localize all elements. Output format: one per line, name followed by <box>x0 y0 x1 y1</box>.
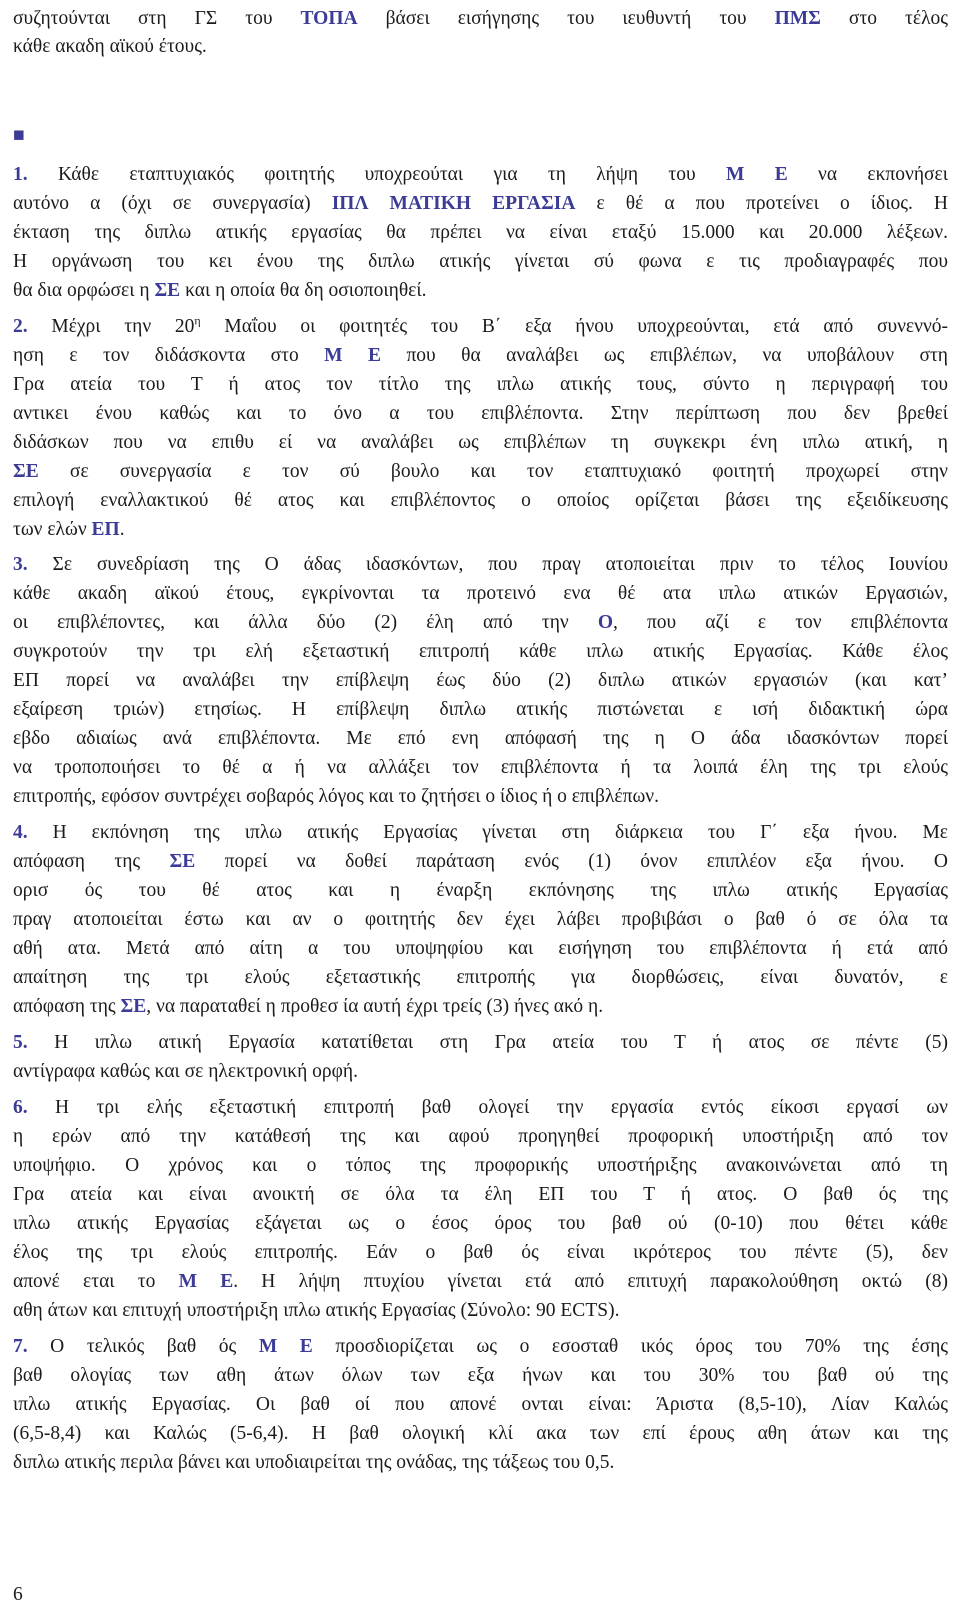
line-text: ορισ ός του θέ ατος και η έναρξη εκπόνησης της ιπλω ατικής Εργασίας <box>13 880 948 901</box>
text-line <box>13 727 948 751</box>
item-number: 1. <box>13 164 28 185</box>
line-text: , να παραταθεί η προθεσ ία αυτή έχρι τρείς (3) ήνες ακό η. <box>146 996 604 1017</box>
text-line <box>13 821 948 845</box>
text-line <box>13 908 948 932</box>
line-text: έλος της τρι ελούς επιτροπής. Εάν ο βαθ ός είναι ικρότερος του πέντε (5), δεν <box>13 1242 948 1263</box>
keyword: ΙΠΛ ΜΑΤΙΚΗ ΕΡΓΑΣΙΑ <box>331 193 576 214</box>
line-text: η ερών από την κατάθεσή της και αφού προηγηθεί προφορική υποστήριξη από τον <box>13 1126 948 1147</box>
keyword: ΣΕ <box>154 280 181 301</box>
line-text: ε θέ α που προτείνει ο ίδιος. Η <box>575 193 948 214</box>
item-number: 7. <box>13 1336 28 1357</box>
line-text: Μέχρι την 20 <box>27 316 195 337</box>
line-text: . <box>119 519 125 540</box>
line-text: επιτροπής, εφόσον συντρέχει σοβαρός λόγος και το ζητήσει ο ίδιος ή ο επιβλέπων. <box>13 786 659 807</box>
line-text: επιλογή εναλλακτικού θέ ατος και επιβλέποντος ο οποίος ορίζεται βάσει της εξειδίκευσης <box>13 490 948 511</box>
item-number: 3. <box>13 554 28 575</box>
line-text: Γρα ατεία και είναι ανοικτή σε όλα τα έλη ΕΠ του Τ ή ατος. Ο βαθ ός της <box>13 1184 948 1205</box>
line-text: πραγ ατοποιείται έστω και αν ο φοιτητής δεν έχει λάβει προβιβάσι ο βαθ ό σε όλα τα <box>13 909 948 930</box>
line-text: βάσει εισήγησης του <box>357 8 623 29</box>
line-text: που θα αναλάβει ως επιβλέπων, να υποβάλουν στη <box>381 345 948 366</box>
line-text: σε συνεργασία ε τον σύ βουλο και τον εταπτυχιακό φοιτητή προχωρεί στην <box>38 461 948 482</box>
text-line <box>13 1125 948 1149</box>
line-text: έκταση της διπλω ατικής εργασίας θα πρέπει να είναι εταξύ 15.000 και 20.000 λέξεων. <box>13 222 948 243</box>
line-text: και η οποία θα δη οσιοποιηθεί. <box>180 280 427 301</box>
line-text: ιπλω ατικής Εργασίας εξάγεται ως ο έσος όρος του βαθ ού (0-10) που θέτει κάθε <box>13 1213 948 1234</box>
line-text: απόφαση της <box>13 851 170 872</box>
line-text: Η εκπόνηση της ιπλω ατικής Εργασίας γίνεται στη διάρκεια του Γ΄ εξα ήνου. Με <box>27 822 948 843</box>
text-line <box>13 344 948 368</box>
line-text: . Η λήψη πτυχίου γίνεται ετά από επιτυχή παρακολούθηση οκτώ (8) <box>233 1271 948 1292</box>
item-number: 2. <box>13 316 28 337</box>
line-text: πορεί να δοθεί παράταση ενός (1) όνον επιπλέον εξα ήνου. Ο <box>195 851 948 872</box>
text-line <box>13 785 948 809</box>
text-line <box>13 1154 948 1178</box>
text-line <box>13 373 948 397</box>
item-number: 4. <box>13 822 28 843</box>
text-line <box>13 1451 948 1475</box>
keyword: ΣΕ <box>120 996 147 1017</box>
line-text: προσδιορίζεται ως ο εσοσταθ ικός όρος του 70% της έσης <box>312 1336 948 1357</box>
text-line <box>13 1393 948 1417</box>
line-text: διδάσκων που να επιθυ εί να αναλάβει ως επιβλέπων τη συγκεκρι ένη ιπλω ατική, η <box>13 432 948 453</box>
keyword: Μ Ε <box>178 1271 234 1292</box>
line-text: απονέ εται το <box>13 1271 179 1292</box>
line-text: να εκπονήσει <box>787 164 948 185</box>
keyword: ΣΕ <box>169 851 196 872</box>
text-line <box>13 489 948 513</box>
text-line <box>13 611 948 635</box>
text-line <box>13 1335 948 1359</box>
keyword: Μ Ε <box>324 345 382 366</box>
line-text: ιπλω ατικής Εργασίας. Οι βαθ οί που απονέ ονται είναι: Άριστα (8,5-10), Λίαν Καλώς <box>13 1394 948 1415</box>
stray-mark-text: ■ <box>13 125 25 146</box>
text-line <box>13 669 948 693</box>
keyword: ΤΟΠΑ <box>300 8 358 29</box>
text-line <box>13 1299 948 1323</box>
line-text: Μαΐου οι φοιτητές του Β΄ εξα ήνου υποχρεούνται, ετά από συνεννό- <box>200 316 949 337</box>
text-line <box>13 192 948 216</box>
line-text: υποψήφιο. Ο χρόνος και ο τόπος της προφορικής υποστήριξης ανακοινώνεται από τη <box>13 1155 948 1176</box>
line-text: Η οργάνωση του κει ένου της διπλω ατικής γίνεται σύ φωνα ε τις προδιαγραφές που <box>13 251 948 272</box>
line-text: Γρα ατεία του Τ ή ατος τον τίτλο της ιπλω ατικής τους, σύντο η περιγραφή του <box>13 374 948 395</box>
line-text: οι επιβλέποντες, και άλλα δύο (2) έλη από την <box>13 612 598 633</box>
text-line <box>13 582 948 606</box>
text-line <box>13 1270 948 1294</box>
line-text: συζητούνται στη ΓΣ του <box>13 8 301 29</box>
text-line <box>13 35 948 59</box>
text-line <box>13 850 948 874</box>
line-text: των ελών <box>13 519 92 540</box>
text-line <box>13 995 948 1019</box>
line-text: απαίτηση της τρι ελούς εξεταστικής επιτροπής για διορθώσεις, είναι δυνατόν, ε <box>13 967 948 988</box>
line-text: απόφαση της <box>13 996 121 1017</box>
text-line <box>13 937 948 961</box>
line-text: συγκροτούν την τρι ελή εξεταστική επιτροπή κάθε ιπλω ατικής Εργασίας. Κάθε έλος <box>13 641 948 662</box>
text-line <box>13 279 948 303</box>
text-line <box>13 1096 948 1120</box>
text-line <box>13 221 948 245</box>
text-line <box>13 460 948 484</box>
line-text: (6,5-8,4) και Καλώς (5-6,4). Η βαθ ολογική κλί ακα των επί έρους αθη άτων και της <box>13 1423 948 1444</box>
text-line <box>13 1422 948 1446</box>
keyword: ΕΠ <box>91 519 120 540</box>
line-text: ηση ε τον διδάσκοντα στο <box>13 345 325 366</box>
line-text: εβδο αδιαίως ανά επιβλέποντα. Με επό ενη απόφασή της η Ο άδα ιδασκόντων πορεί <box>13 728 948 749</box>
line-text: αθη άτων και επιτυχή υποστήριξη ιπλω ατικής Εργασίας (Σύνολο: 90 ECTS). <box>13 1300 620 1321</box>
line-text: αυτόνο α (όχι σε συνεργασία) <box>13 193 332 214</box>
line-text: κάθε ακαδη αϊκού έτους. <box>13 36 207 57</box>
line-text: εξαίρεση τριών) ετησίως. Η επίβλεψη διπλω ατικής πιστώνεται ε ισή διδακτική ώρα <box>13 699 948 720</box>
line-text: Κάθε εταπτυχιακός φοιτητής υποχρεούται για τη λήψη του <box>27 164 726 185</box>
text-line <box>13 163 948 187</box>
line-text: θα δια ορφώσει η <box>13 280 155 301</box>
line-text: βαθ ολογίας των αθη άτων όλων των εξα ήνων και του 30% του βαθ ού της <box>13 1365 948 1386</box>
text-line <box>13 402 948 426</box>
line-text: ιευθυντή του <box>622 8 775 29</box>
text-line <box>13 518 948 542</box>
text-line <box>13 1212 948 1236</box>
line-text: Η ιπλω ατική Εργασία κατατίθεται στη Γρα ατεία του Τ ή ατος σε πέντε (5) <box>27 1032 948 1053</box>
line-text: κάθε ακαδη αϊκού έτους, εγκρίνονται τα προτεινό ενα θέ ατα ιπλω ατικών Εργασιών, <box>13 583 948 604</box>
superscript: η <box>194 313 201 328</box>
text-line <box>13 315 948 339</box>
text-line <box>13 250 948 274</box>
text-line <box>13 7 948 31</box>
page-number: 6 <box>13 1584 23 1605</box>
keyword: Μ Ε <box>726 164 788 185</box>
text-line <box>13 879 948 903</box>
text-line <box>13 1031 948 1055</box>
line-text: Η τρι ελής εξεταστική επιτροπή βαθ ολογεί την εργασία εντός είκοσι εργασί ων <box>27 1097 948 1118</box>
line-text: αντικει ένου καθώς και το όνο α του επιβλέποντα. Στην περίπτωση που δεν βρεθεί <box>13 403 948 424</box>
keyword: ΠΜΣ <box>774 8 821 29</box>
line-text: , που αζί ε τον επιβλέποντα <box>612 612 948 633</box>
text-line <box>13 1183 948 1207</box>
text-line <box>13 966 948 990</box>
text-line <box>13 1241 948 1265</box>
text-line <box>13 698 948 722</box>
keyword: Μ Ε <box>258 1336 313 1357</box>
text-line <box>13 756 948 780</box>
text-line <box>13 1060 948 1084</box>
line-text: ΕΠ πορεί να αναλάβει την επίβλεψη έως δύο (2) διπλω ατικών εργασιών (και κατ’ <box>13 670 948 691</box>
text-line <box>13 553 948 577</box>
line-text: αντίγραφα καθώς και σε ηλεκτρονική ορφή. <box>13 1061 358 1082</box>
item-number: 6. <box>13 1097 28 1118</box>
bullet-mark <box>13 125 33 145</box>
line-text: Ο τελικός βαθ ός <box>27 1336 259 1357</box>
line-text: διπλω ατικής περιλα βάνει και υποδιαιρείται της ονάδας, της τάξεως του 0,5. <box>13 1452 615 1473</box>
line-text: αθή ατα. Μετά από αίτη α του υποψηφίου και εισήγηση του επιβλέποντα ή ετά από <box>13 938 948 959</box>
line-text: στο τέλος <box>820 8 948 29</box>
line-text: Σε συνεδρίαση της Ο άδας ιδασκόντων, που πραγ ατοποιείται πριν το τέλος Ιουνίου <box>27 554 948 575</box>
text-line <box>13 1364 948 1388</box>
keyword: ΣΕ <box>13 461 39 482</box>
keyword: Ο <box>597 612 613 633</box>
line-text: να τροποποιήσει το θέ α ή να αλλάξει τον επιβλέποντα ή τα λοιπά έλη της τρι ελούς <box>13 757 948 778</box>
item-number: 5. <box>13 1032 28 1053</box>
text-line <box>13 640 948 664</box>
text-line <box>13 431 948 455</box>
